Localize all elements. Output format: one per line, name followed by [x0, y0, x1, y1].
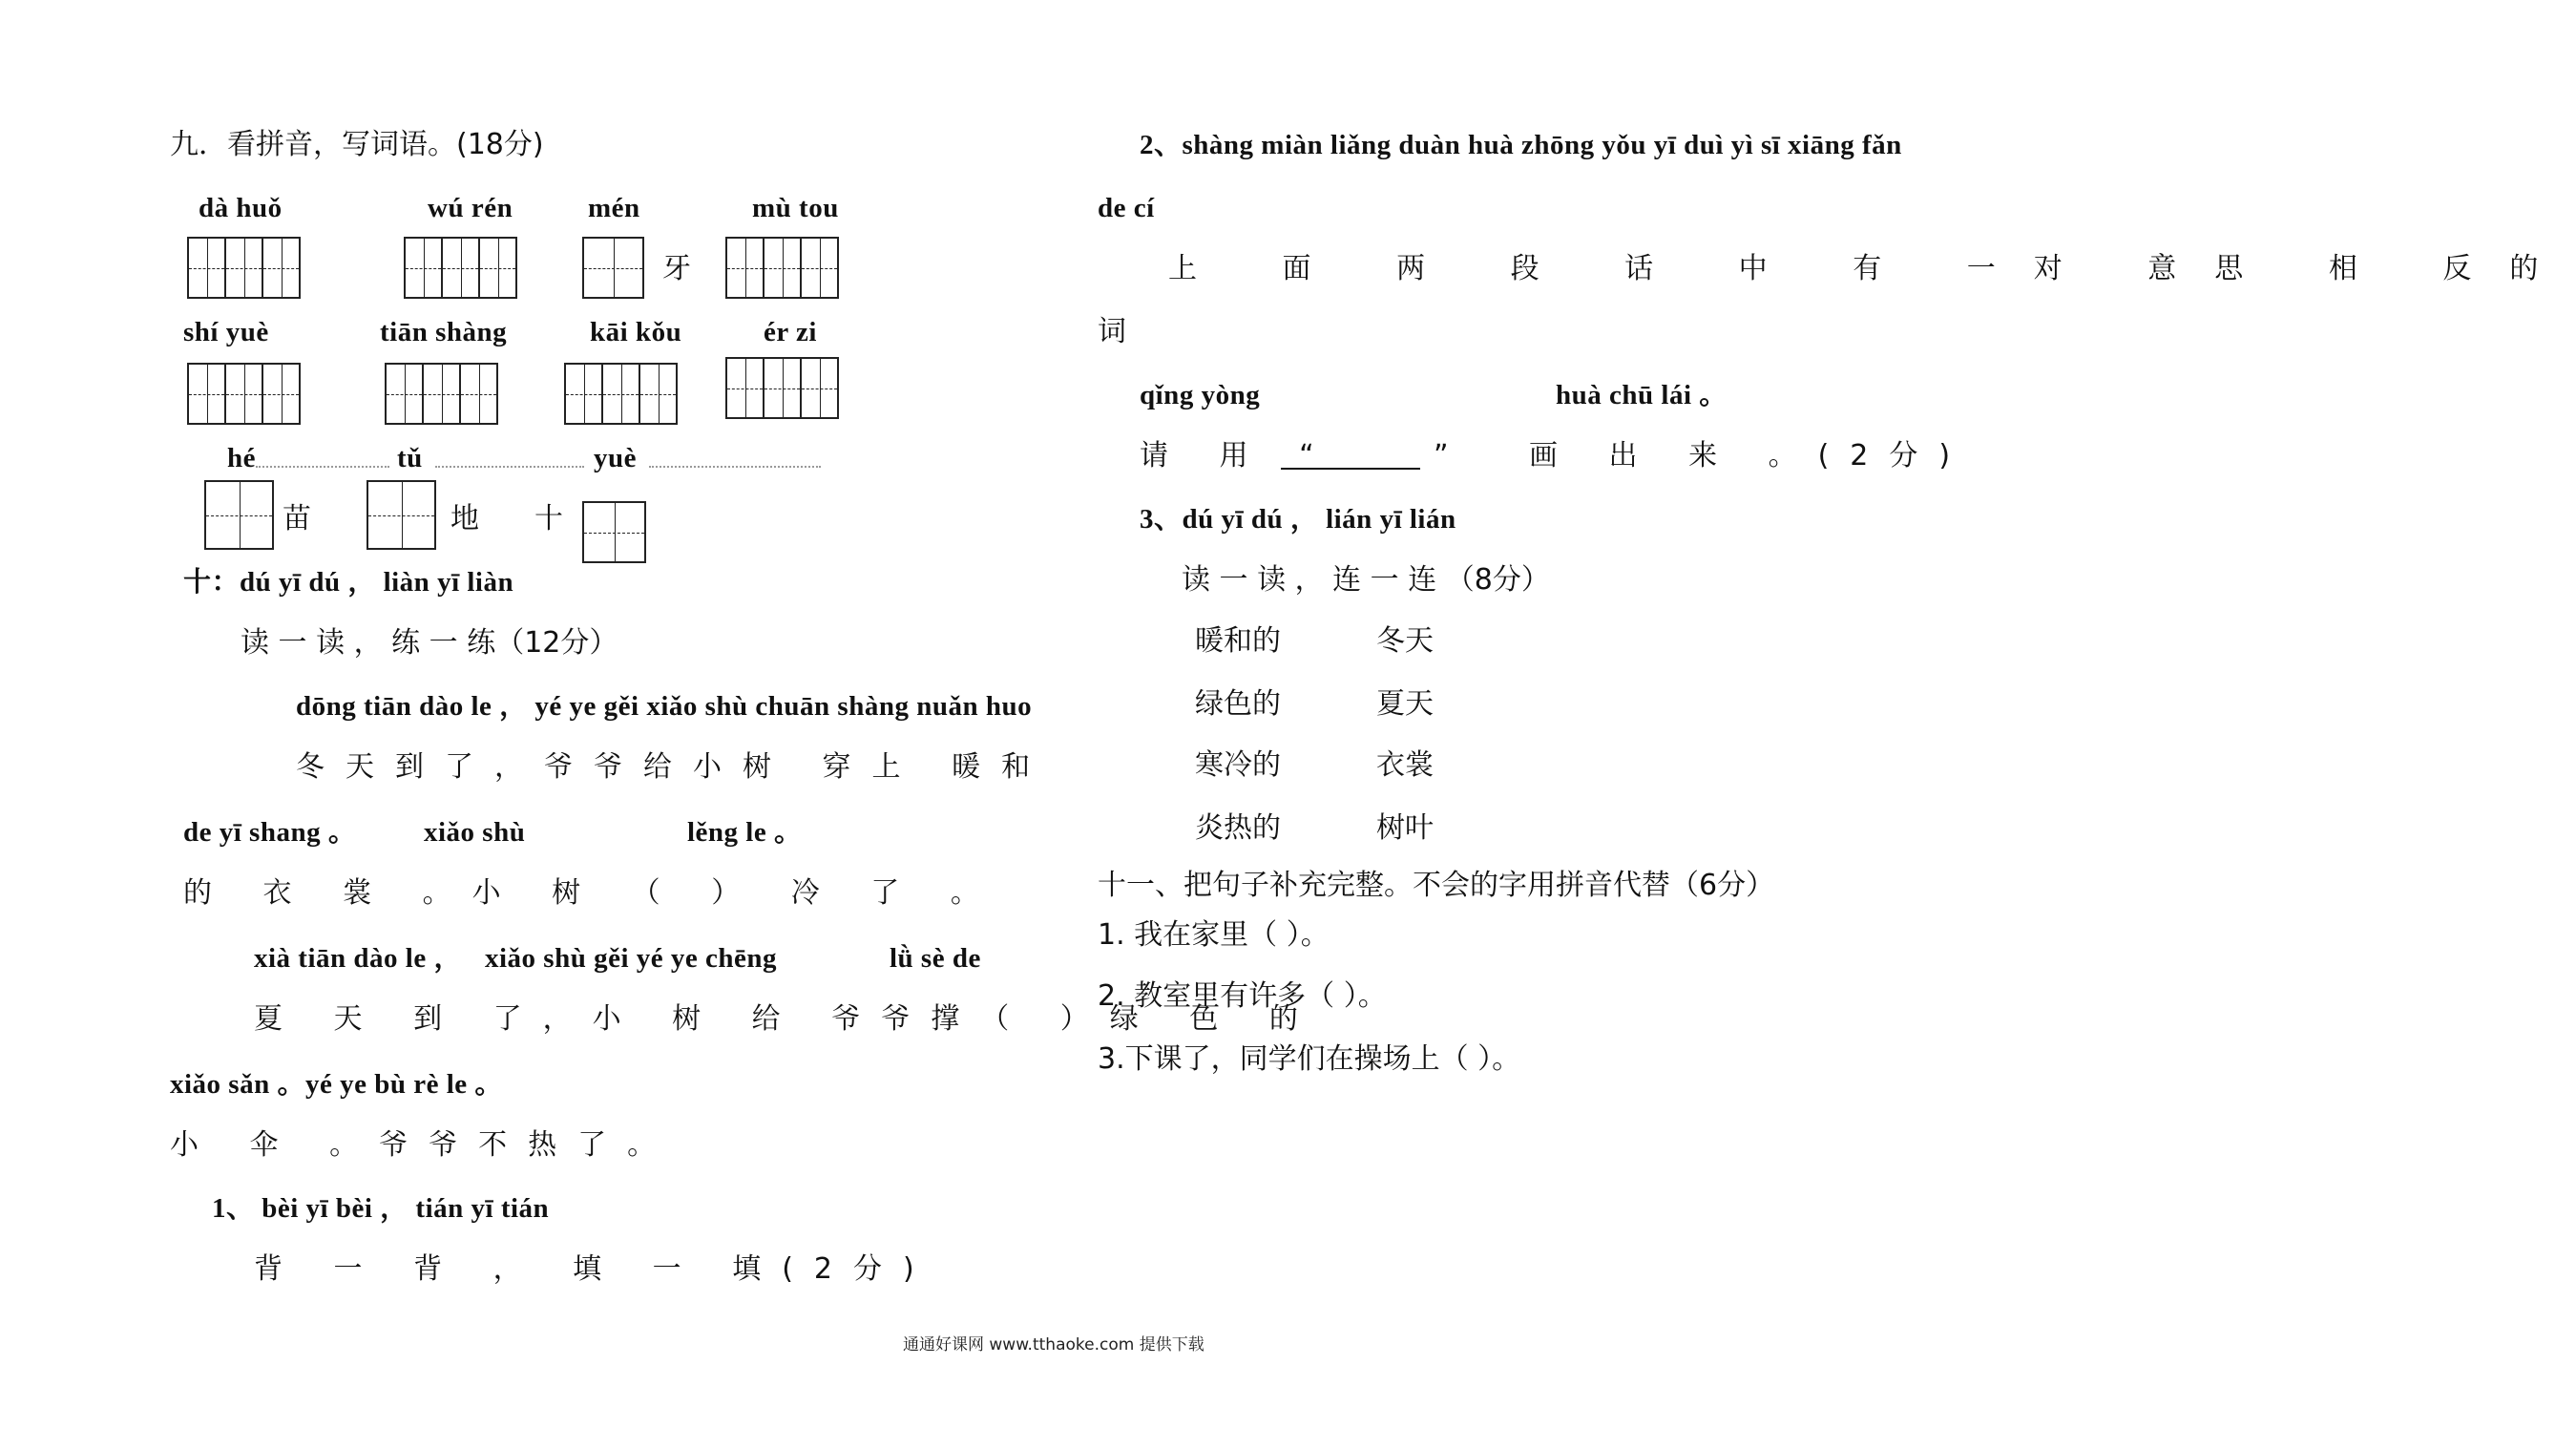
char-shi: 十 [534, 502, 563, 536]
question-3-hanzi: 读 一 读 ， 连 一 连 （8分） [1182, 563, 1550, 597]
question-2-pinyin-line2: de cí [1098, 193, 1155, 223]
passage-line3-hanzi: 夏 天 到 了，小 树 给 爷爷撑（ ）绿 色 的 [254, 1002, 1319, 1036]
answer-grid-tu[interactable] [367, 480, 434, 550]
passage-line4-hanzi: 小 伞 。爷爷不热了。 [170, 1128, 678, 1162]
passage-line3-pinyin-a: xià tiān dào le ， [254, 943, 462, 974]
pinyin-er-zi: ér zi [764, 317, 817, 347]
passage-line4-pinyin: xiǎo sǎn 。yé ye bù rè le 。 [170, 1069, 503, 1100]
section-11-item-3[interactable]: 3.下课了，同学们在操场上（ ）。 [1098, 1042, 1521, 1076]
dotted-guide [649, 466, 821, 468]
section-10-title: 读 一 读 ， 练 一 练（12分） [241, 626, 618, 660]
passage-line2-pinyin-b: xiǎo shù [424, 817, 526, 848]
pinyin-yue: yuè [594, 443, 637, 473]
answer-grid-da-huo[interactable] [187, 237, 299, 299]
question-1-pinyin: 1、 bèi yī bèi ， tián yī tián [212, 1193, 550, 1224]
pinyin-mu-tou: mù tou [752, 193, 839, 223]
answer-grid-men[interactable] [582, 237, 642, 299]
question-1-hanzi: 背 一 背 ， 填 一 填(2分) [254, 1252, 935, 1286]
passage-line1-hanzi: 冬天到了，爷爷给小树 穿上 暖和 [296, 750, 1052, 784]
match-left-1[interactable]: 暖和的 [1195, 624, 1281, 658]
question-2-hanzi-qing-yong: 请 用 “ [1140, 439, 1335, 472]
match-right-2[interactable]: 夏天 [1376, 687, 1434, 721]
passage-line2-pinyin-c: lěng le 。 [687, 817, 803, 848]
question-2-hanzi-hua-chu-lai: 画 出 来 。(2分) [1529, 439, 1972, 472]
section-11-item-1[interactable]: 1. 我在家里（ ）。 [1098, 918, 1330, 952]
question-2-close-quote: ” [1434, 439, 1449, 472]
dotted-guide [435, 466, 584, 468]
answer-grid-wu-ren[interactable] [404, 237, 515, 299]
passage-line3-pinyin-b: xiǎo shù gěi yé ye chēng [485, 943, 778, 974]
char-miao: 苗 [283, 502, 311, 536]
question-2-pinyin-qing-yong: qǐng yòng [1140, 380, 1261, 410]
passage-line2-pinyin-a: de yī shang 。 [183, 817, 357, 848]
pinyin-wu-ren: wú rén [428, 193, 513, 223]
question-2-pinyin-line1: 2、shàng miàn liǎng duàn huà zhōng yǒu yī duì yì sī xiāng fǎn [1140, 130, 1902, 160]
pinyin-men: mén [588, 193, 640, 223]
passage-line2-hanzi: 的 衣 裳 。小 树 （ ） 冷 了 。 [183, 876, 1000, 910]
question-3-pinyin: 3、dú yī dú ， lián yī lián [1140, 504, 1456, 535]
answer-grid-shi-yue[interactable] [187, 363, 299, 425]
question-2-pinyin-hua-chu-lai: huà chū lái 。 [1556, 380, 1728, 410]
answer-grid-er-zi[interactable] [725, 357, 837, 419]
char-ya: 牙 [662, 252, 691, 285]
match-right-1[interactable]: 冬天 [1376, 624, 1434, 658]
footer-source: 通通好课网 www.tthaoke.com 提供下载 [903, 1335, 1204, 1354]
passage-line1-pinyin: dōng tiān dào le ， yé ye gěi xiǎo shù chuān shàng nuǎn huo [296, 691, 1033, 722]
pinyin-tu: tǔ [397, 443, 423, 473]
question-2-hanzi-line2: 词 [1098, 315, 1126, 348]
answer-grid-kai-kou[interactable] [564, 363, 676, 425]
pinyin-shi-yue: shí yuè [183, 317, 269, 347]
section-11-item-2[interactable]: 2. 教室里有许多（ ）。 [1098, 979, 1387, 1013]
passage-line3-pinyin-c: lǜ sè de [890, 943, 981, 974]
answer-grid-he[interactable] [204, 480, 272, 550]
answer-blank-line[interactable] [1281, 468, 1420, 470]
match-right-4[interactable]: 树叶 [1376, 811, 1434, 845]
section-9-title: 九．看拼音，写词语。(18分) [170, 128, 544, 161]
match-left-2[interactable]: 绿色的 [1195, 687, 1281, 721]
question-2-hanzi-line1: 上 面 两 段 话 中 有 一对 意思 相 反的 [1168, 252, 2576, 285]
match-left-4[interactable]: 炎热的 [1195, 811, 1281, 845]
dotted-guide [256, 466, 389, 468]
pinyin-kai-kou: kāi kǒu [590, 317, 682, 347]
pinyin-he: hé [227, 443, 256, 473]
match-right-3[interactable]: 衣裳 [1376, 748, 1434, 782]
char-di: 地 [450, 502, 479, 536]
pinyin-tian-shang: tiān shàng [380, 317, 508, 347]
match-left-3[interactable]: 寒冷的 [1195, 748, 1281, 782]
section-11-title: 十一、把句子补充完整。不会的字用拼音代替（6分） [1098, 869, 1775, 902]
section-10-pinyin: 十：dú yī dú ， liàn yī liàn [183, 567, 514, 598]
answer-grid-yue[interactable] [582, 501, 644, 563]
answer-grid-tian-shang[interactable] [385, 363, 496, 425]
answer-grid-mu-tou[interactable] [725, 237, 837, 299]
pinyin-da-huo: dà huǒ [199, 193, 283, 223]
